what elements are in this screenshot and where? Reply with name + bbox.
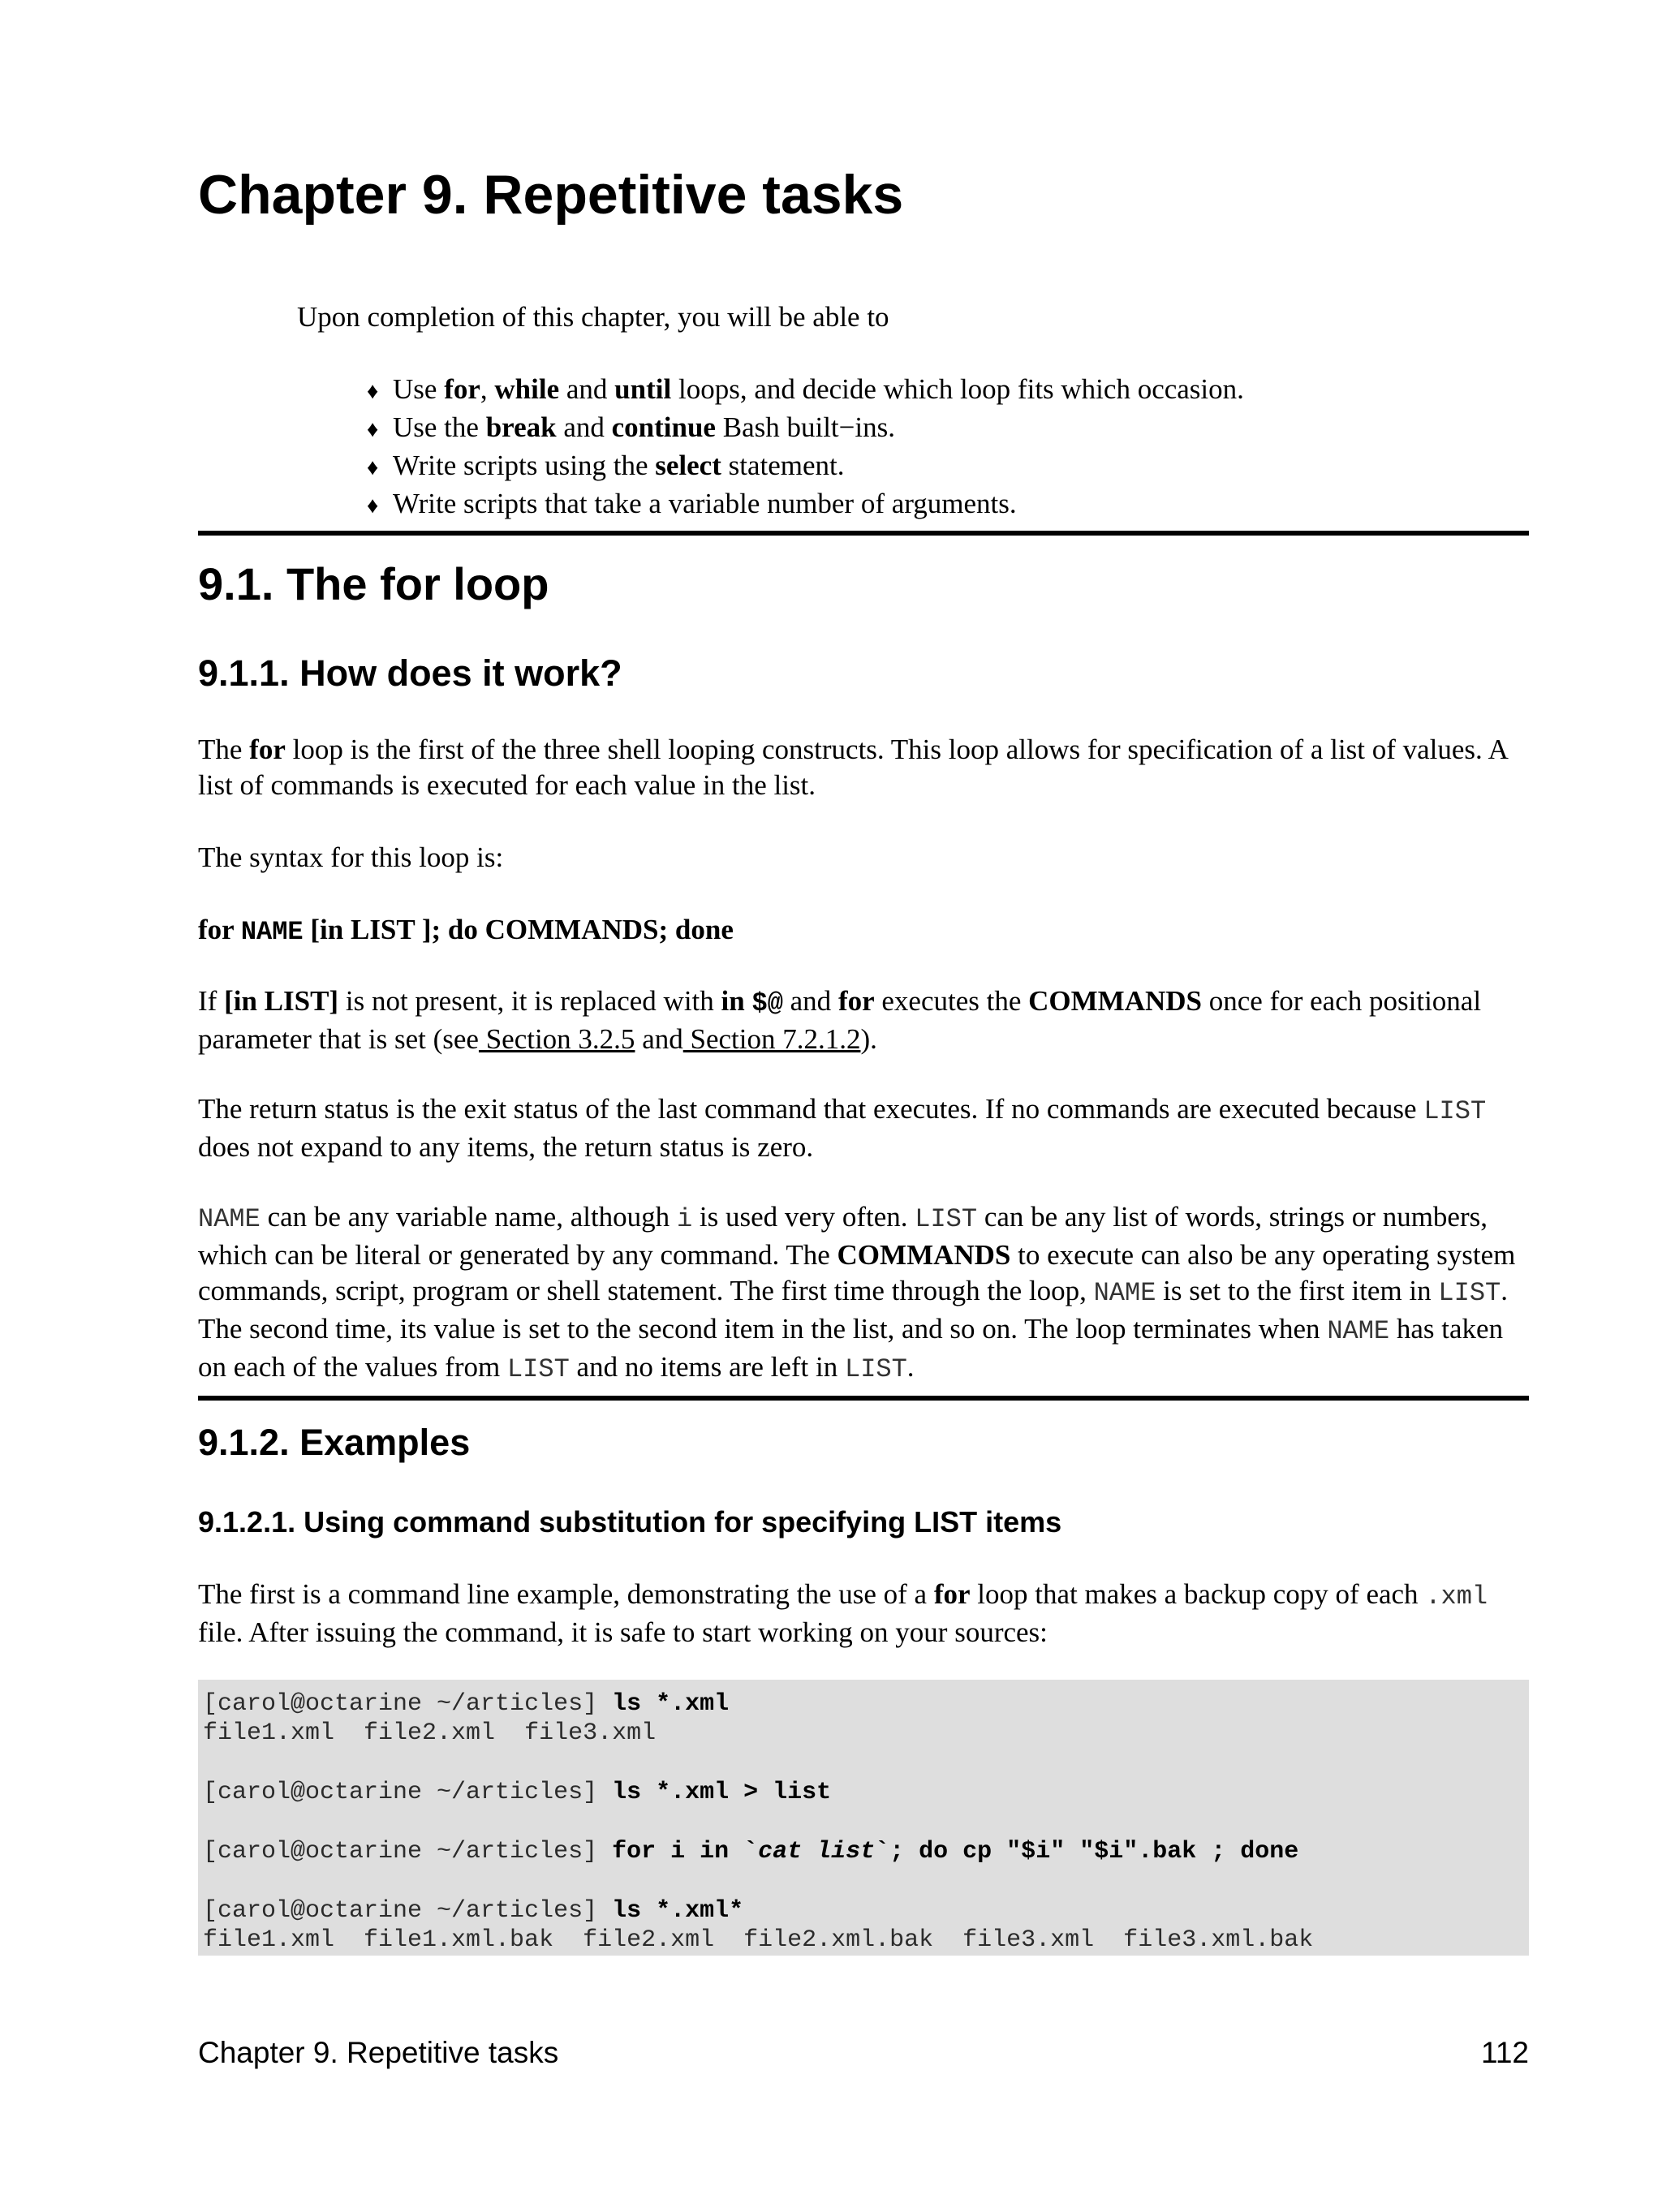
section-heading: 9.1. The for loop xyxy=(198,558,549,609)
paragraph: The for loop is the first of the three shell looping constructs. This loop allows for specification of a list of values. A list of commands is executed for each value in the list. xyxy=(198,734,1507,801)
intro-text: Upon completion of this chapter, you will be able to xyxy=(297,301,889,333)
footer-chapter-title: Chapter 9. Repetitive tasks xyxy=(198,2036,559,2069)
code-line: [carol@octarine ~/articles] ls *.xml > list xyxy=(203,1779,832,1806)
page-number: 112 xyxy=(1481,2036,1529,2069)
syntax-line: for NAME [in LIST ]; do COMMANDS; done xyxy=(198,914,734,947)
subsection-heading: 9.1.2. Examples xyxy=(198,1422,471,1463)
objective-item: ♦ Use the break and continue Bash built−ins. xyxy=(367,410,1244,448)
diamond-bullet-icon: ♦ xyxy=(367,417,379,442)
code-output: file1.xml file2.xml file3.xml xyxy=(203,1719,657,1747)
paragraph: The first is a command line example, demonstrating the use of a for loop that makes a backup copy of each .xml file. After issuing the command, it is safe to start working on your sources: xyxy=(198,1578,1488,1648)
paragraph: The syntax for this loop is: xyxy=(198,841,504,873)
paragraph: NAME can be any variable name, although i is used very often. LIST can be any list of words, strings or numbers, which can be literal or generated by any command. The COMMANDS to execute can also be any operating system commands, script, program or shell statement. The first time through the loop, NAME is set to the first item in LIST. The second time, its value is set to the second item in the list, and so on. The loop terminates when NAME has taken on each of the values from LIST and no items are left in LIST. xyxy=(198,1201,1516,1384)
section-link[interactable]: Section 3.2.5 xyxy=(478,1023,635,1055)
code-line: [carol@octarine ~/articles] ls *.xml* xyxy=(203,1897,744,1925)
subsection-heading: 9.1.1. How does it work? xyxy=(198,652,622,694)
code-line: [carol@octarine ~/articles] for i in `cat list`; do cp "$i" "$i".bak ; done xyxy=(203,1838,1299,1866)
code-block xyxy=(198,1680,1529,1956)
objective-item: ♦ Write scripts using the select statement. xyxy=(367,448,1244,486)
section-divider xyxy=(198,1396,1529,1401)
objectives-list xyxy=(367,372,1244,524)
code-line: [carol@octarine ~/articles] ls *.xml xyxy=(203,1690,730,1718)
paragraph: If [in LIST] is not present, it is replaced with in $@ and for executes the COMMANDS once for each positional parameter that is set (see Section 3.2.5 and Section 7.2.1.2). xyxy=(198,985,1482,1055)
objective-item: ♦ Use for, while and until loops, and decide which loop fits which occasion. xyxy=(367,372,1244,410)
chapter-title: Chapter 9. Repetitive tasks xyxy=(198,164,904,226)
objective-item: ♦ Write scripts that take a variable number of arguments. xyxy=(367,486,1244,524)
code-output: file1.xml file1.xml.bak file2.xml file2.xml.bak file3.xml file3.xml.bak xyxy=(203,1926,1314,1954)
diamond-bullet-icon: ♦ xyxy=(367,379,379,404)
section-link[interactable]: Section 7.2.1.2 xyxy=(682,1023,861,1055)
section-divider xyxy=(198,531,1529,536)
diamond-bullet-icon: ♦ xyxy=(367,455,379,480)
subsubsection-heading: 9.1.2.1. Using command substitution for specifying LIST items xyxy=(198,1505,1062,1539)
paragraph: The return status is the exit status of the last command that executes. If no commands are executed because LIST does not expand to any items, the return status is zero. xyxy=(198,1093,1487,1163)
diamond-bullet-icon: ♦ xyxy=(367,493,379,519)
